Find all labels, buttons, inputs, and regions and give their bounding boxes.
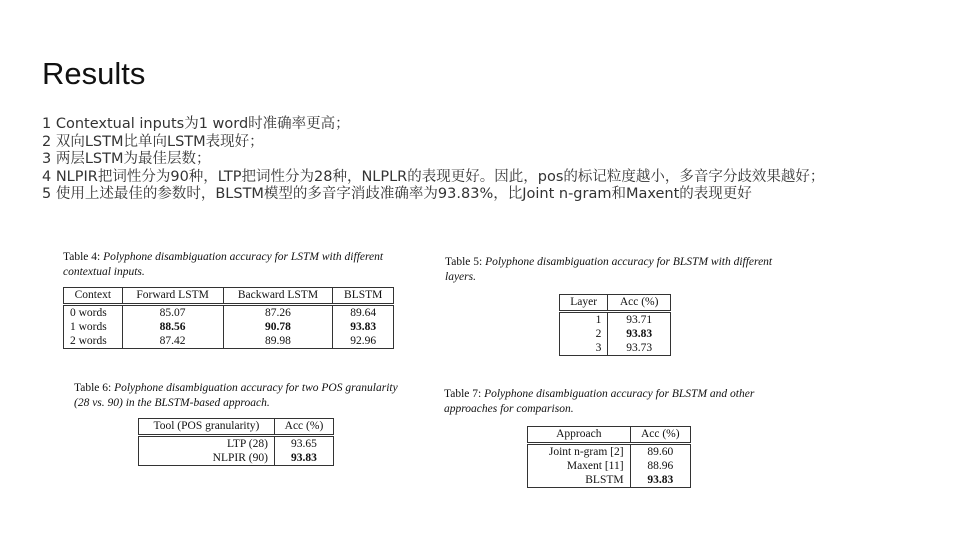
table-row (560, 341, 671, 356)
table-cell: 93.71 (608, 312, 671, 328)
table4-header: Context (64, 288, 123, 305)
bullet-item-1: 1 Contextual inputs为1 word时准确率更高； (42, 116, 350, 132)
table-cell: 90.78 (223, 320, 333, 334)
table5-header: Layer (560, 295, 608, 312)
table-cell: 87.42 (122, 334, 223, 349)
table6-block (74, 381, 402, 466)
table6-header: Acc (%) (274, 419, 333, 436)
table-cell: 93.83 (630, 473, 690, 488)
table-cell: 93.83 (333, 320, 394, 334)
bullet-item-3: 3 两层LSTM为最佳层数； (42, 151, 211, 167)
table-row (528, 459, 691, 473)
table-cell: 89.64 (333, 305, 394, 321)
table-cell: BLSTM (528, 473, 631, 488)
table7 (527, 426, 691, 488)
bullet-item-5: 5 使用上述最佳的参数时，BLSTM模型的多音字消歧准确率为93.83%，比Joint n-gram和Maxent的表现更好 (42, 186, 752, 202)
table-cell: 89.60 (630, 444, 690, 460)
table5-header: Acc (%) (608, 295, 671, 312)
table4-header: Forward LSTM (122, 288, 223, 305)
table4-header: BLSTM (333, 288, 394, 305)
table-row (64, 320, 394, 334)
table-row (64, 334, 394, 349)
table6-caption: Table 6: Polyphone disambiguation accuracy for two POS granularity (28 vs. 90) in the BLSTM-based approach. (74, 382, 398, 409)
bullet-item-2: 2 双向LSTM比单向LSTM表现好； (42, 133, 264, 150)
table-cell: Joint n-gram [2] (528, 444, 631, 460)
table-cell: NLPIR (90) (139, 451, 275, 466)
table-row (528, 473, 691, 488)
table-cell: 2 words (64, 334, 123, 349)
table-cell: Maxent [11] (528, 459, 631, 473)
table4-block (63, 250, 403, 349)
table7-caption: Table 7: Polyphone disambiguation accuracy for BLSTM and other approaches for comparison. (444, 388, 755, 415)
table-cell: 89.98 (223, 334, 333, 349)
table-cell: 88.56 (122, 320, 223, 334)
table-cell: 1 words (64, 320, 123, 334)
table5 (559, 294, 671, 356)
table-cell: 0 words (64, 305, 123, 321)
table-cell: 93.73 (608, 341, 671, 356)
table6-header: Tool (POS granularity) (139, 419, 275, 436)
table4-caption: Table 4: Polyphone disambiguation accuracy for LSTM with different contextual inputs. (63, 251, 384, 278)
table-row (560, 312, 671, 328)
table-cell: 1 (560, 312, 608, 328)
table-row (139, 451, 334, 466)
table-cell: 93.83 (608, 327, 671, 341)
table7-header: Approach (528, 427, 631, 444)
table-cell: 93.83 (274, 451, 333, 466)
table-row (560, 327, 671, 341)
bullet-list (42, 116, 942, 204)
table-row (528, 444, 691, 460)
table-row (139, 436, 334, 452)
table-cell: 3 (560, 341, 608, 356)
slide-title: Results (42, 56, 146, 91)
bullet-item-4: 4 NLPIR把词性分为90种，LTP把词性分为28种，NLPLR的表现更好。因此，pos的标记粒度越小，多音字分歧效果越好； (42, 168, 825, 185)
table-cell: 85.07 (122, 305, 223, 321)
table-cell: 92.96 (333, 334, 394, 349)
table5-caption: Table 5: Polyphone disambiguation accuracy for BLSTM with different layers. (445, 256, 773, 283)
table7-block (444, 387, 784, 488)
table-row (64, 305, 394, 321)
table6 (138, 418, 334, 466)
table4-header: Backward LSTM (223, 288, 333, 305)
table-cell: 93.65 (274, 436, 333, 452)
table-cell: 88.96 (630, 459, 690, 473)
table4 (63, 287, 394, 349)
table7-header: Acc (%) (630, 427, 690, 444)
table-cell: LTP (28) (139, 436, 275, 452)
table-cell: 2 (560, 327, 608, 341)
table-cell: 87.26 (223, 305, 333, 321)
table5-block (445, 255, 795, 356)
